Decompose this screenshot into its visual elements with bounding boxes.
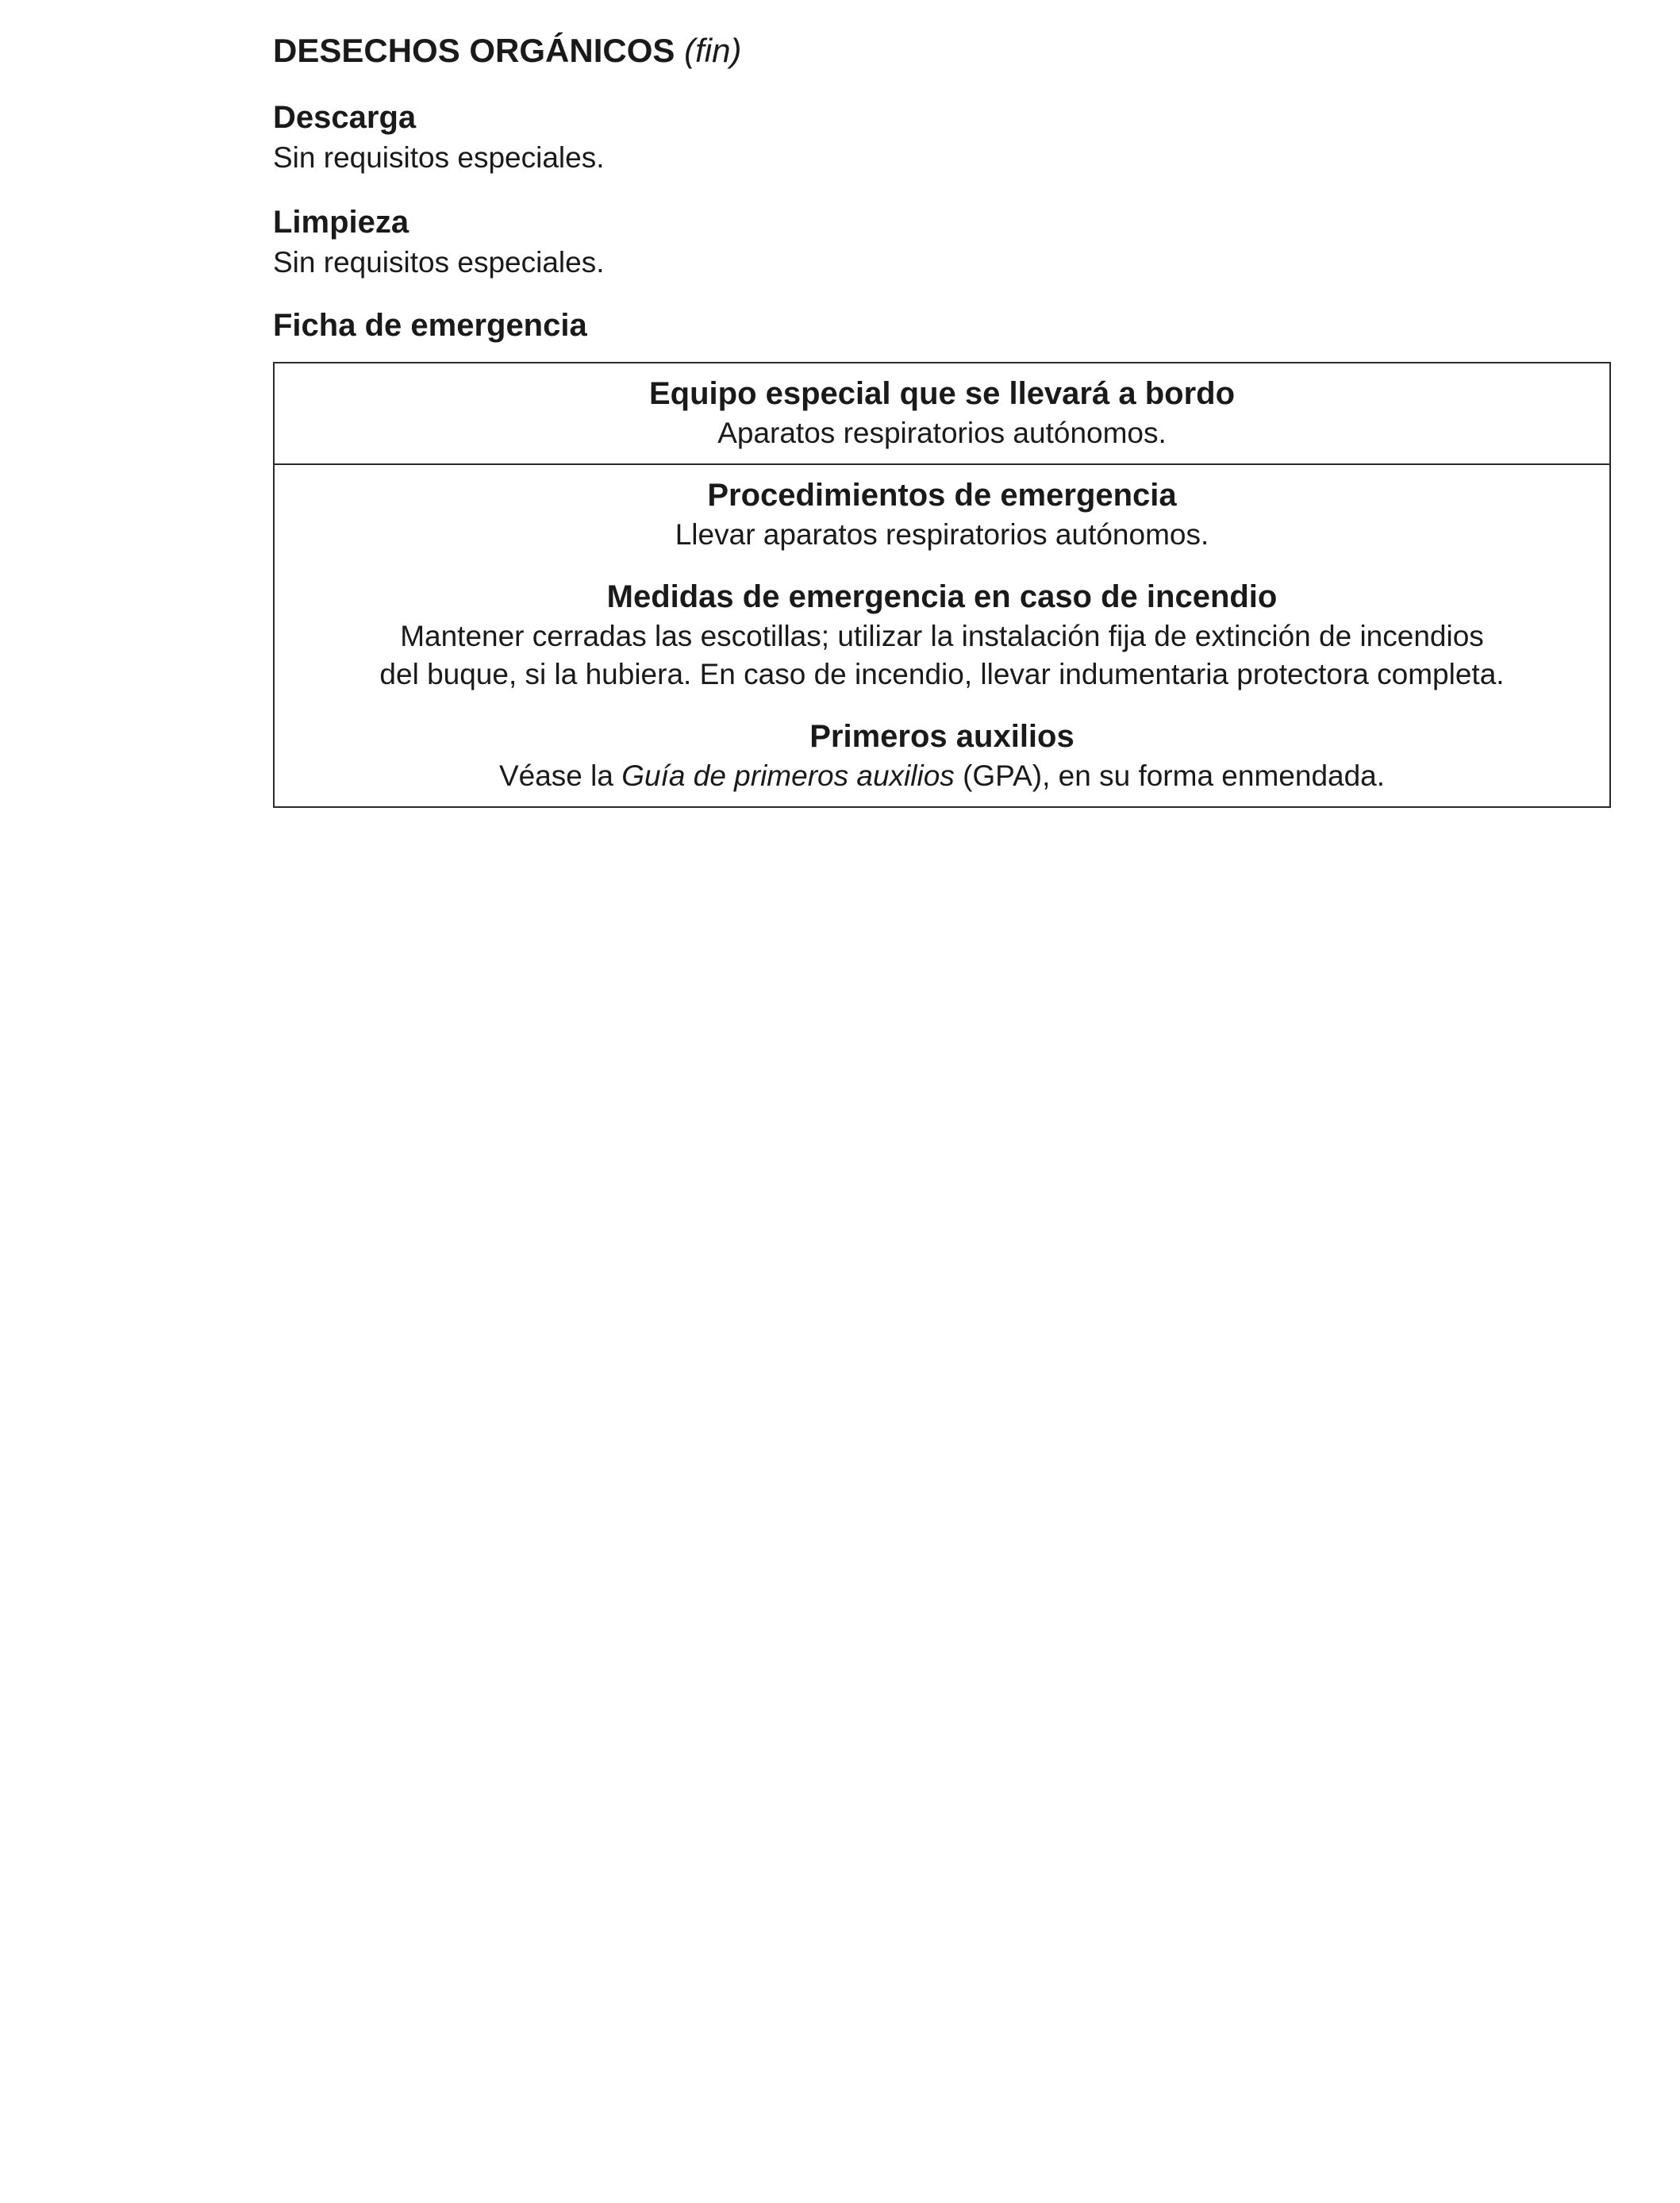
emergency-equipment-heading: Equipo especial que se llevará a bordo <box>648 376 1236 411</box>
fire-measures-body-line-2: del buque, si la hubiera. En caso de incendio, llevar indumentaria protectora completa. <box>379 658 1505 690</box>
first-aid-body-prefix: Véase la <box>498 759 613 792</box>
document-page <box>273 29 1614 808</box>
emergency-procedures-block <box>306 475 1578 554</box>
emergency-card <box>273 362 1611 808</box>
section-discharge <box>273 97 1614 178</box>
document-title <box>273 29 1614 73</box>
fire-measures-body <box>306 617 1578 694</box>
section-discharge-heading: Descarga <box>273 100 417 135</box>
emergency-equipment-row <box>275 363 1609 463</box>
section-cleaning-heading: Limpieza <box>273 205 409 240</box>
section-cleaning <box>273 202 1614 283</box>
fire-measures-block <box>306 576 1578 694</box>
document-title-suffix: (fin) <box>684 32 742 69</box>
first-aid-block <box>306 716 1578 795</box>
emergency-equipment-block <box>306 373 1578 452</box>
section-cleaning-body: Sin requisitos especiales. <box>273 246 605 279</box>
fire-measures-heading: Medidas de emergencia en caso de incendio <box>606 579 1278 614</box>
document-title-text: DESECHOS ORGÁNICOS <box>273 32 675 69</box>
emergency-procedures-heading: Procedimientos de emergencia <box>707 478 1177 513</box>
first-aid-heading: Primeros auxilios <box>809 719 1075 754</box>
fire-measures-body-line-1: Mantener cerradas las escotillas; utilizar la instalación fija de extinción de incendios <box>400 620 1484 652</box>
emergency-procedures-body: Llevar aparatos respiratorios autónomos. <box>675 518 1209 551</box>
first-aid-body-suffix: (GPA), en su forma enmendada. <box>963 759 1386 792</box>
emergency-procedures-row <box>275 463 1609 806</box>
emergency-equipment-body: Aparatos respiratorios autónomos. <box>717 417 1167 449</box>
first-aid-body <box>306 757 1578 795</box>
first-aid-guide-title: Guía de primeros auxilios <box>621 759 955 792</box>
section-discharge-body: Sin requisitos especiales. <box>273 141 605 174</box>
emergency-heading: Ficha de emergencia <box>273 308 587 343</box>
